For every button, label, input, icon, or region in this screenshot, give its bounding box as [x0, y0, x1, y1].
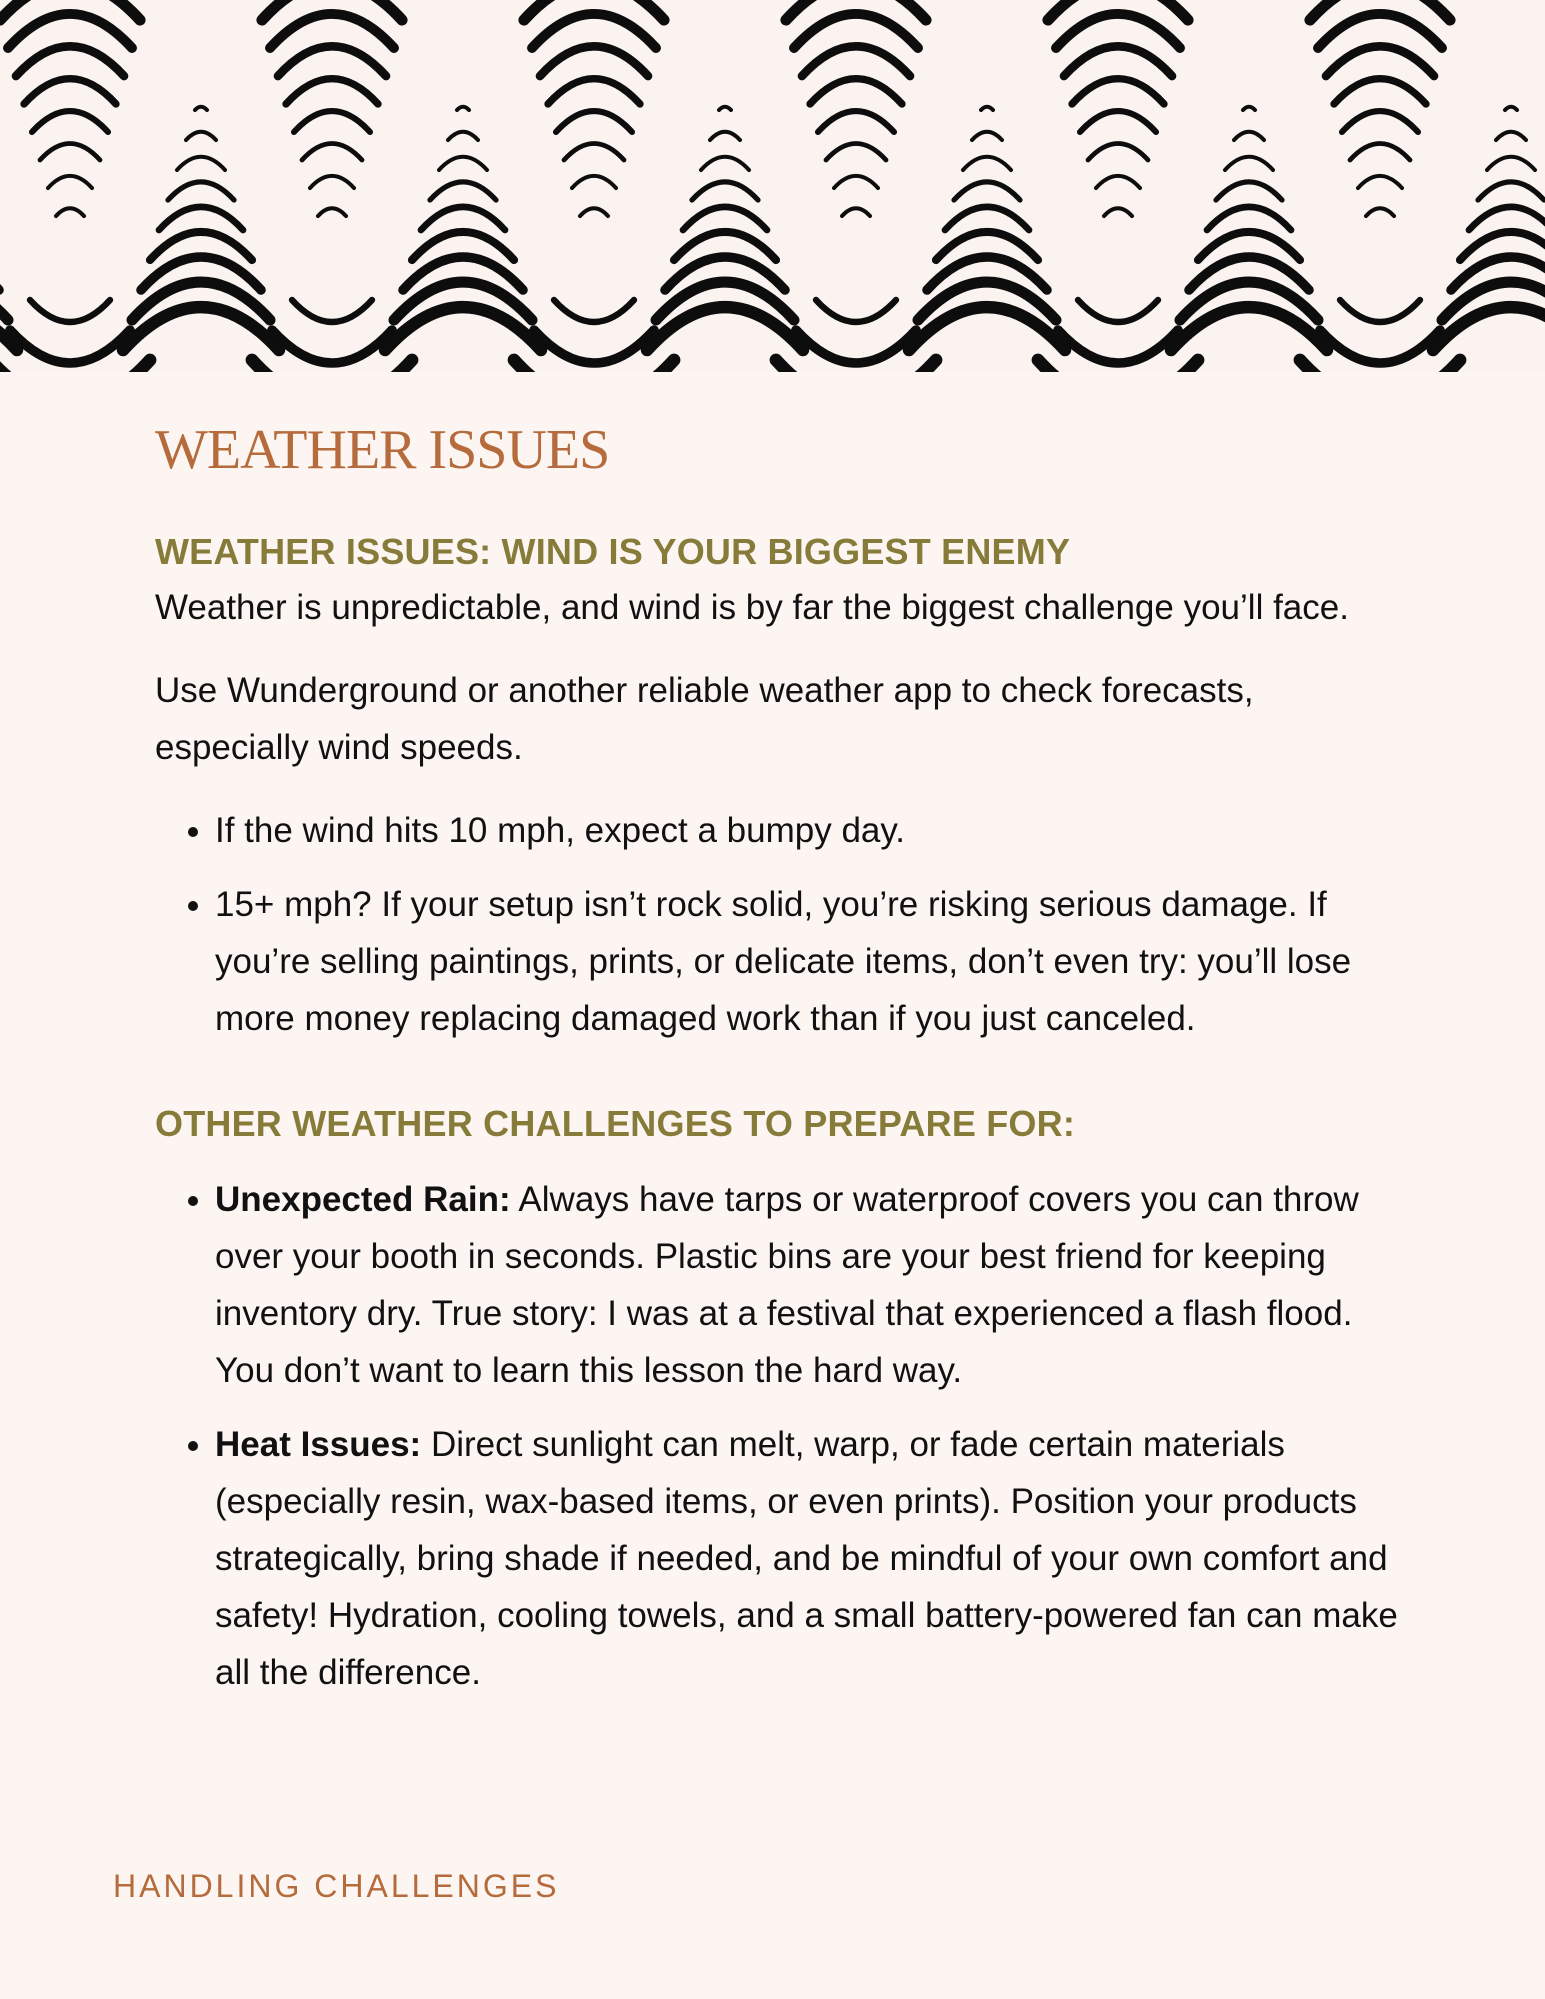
footer-label: HANDLING CHALLENGES: [113, 1868, 560, 1904]
section-heading-wind: WEATHER ISSUES: WIND IS YOUR BIGGEST ENEMY: [155, 531, 1071, 572]
section-heading-other: OTHER WEATHER CHALLENGES TO PREPARE FOR:: [155, 1103, 1076, 1144]
list-item: • 15+ mph? If your setup isn’t rock solid, you’re risking serious damage. If you’re selling paintings, prints, or delicate items, don’t even try: you’ll lose more money replacing damaged work than if you just canceled.: [215, 876, 1405, 1047]
challenges-bullet-list: [155, 1171, 1405, 1701]
page-title: WEATHER ISSUES: [155, 419, 610, 481]
paragraph: Use Wunderground or another reliable weather app to check forecasts, especially wind speeds.: [155, 671, 1254, 767]
paragraph: Weather is unpredictable, and wind is by far the biggest challenge you’ll face.: [155, 588, 1349, 627]
list-item: • If the wind hits 10 mph, expect a bumpy day.: [215, 802, 1405, 859]
item-text: Always have tarps or waterproof covers you can throw over your booth in seconds. Plastic bins are your best friend for keeping inventory dry. True story: I was at a festival that experienced a flash flood. You don’t want to learn this lesson the hard way.: [215, 1180, 1359, 1390]
wind-bullet-list: [155, 802, 1405, 1047]
item-lead: Heat Issues:: [215, 1425, 422, 1464]
list-item: [215, 1416, 1405, 1701]
item-text: Direct sunlight can melt, warp, or fade certain materials (especially resin, wax-based items, or even prints). Position your products strategically, bring shade if needed, and be mindful of your own comfort and safety! Hydration, cooling towels, and a small battery-powered fan can make all the difference.: [215, 1425, 1398, 1692]
other-challenges-section: [155, 1097, 1405, 1701]
wind-section: [155, 525, 1405, 1047]
main-content: [155, 415, 1405, 1718]
list-item: [215, 1171, 1405, 1399]
item-lead: Unexpected Rain:: [215, 1180, 511, 1219]
tribal-arc-pattern-icon: [0, 0, 1545, 372]
decorative-banner: [0, 0, 1545, 372]
